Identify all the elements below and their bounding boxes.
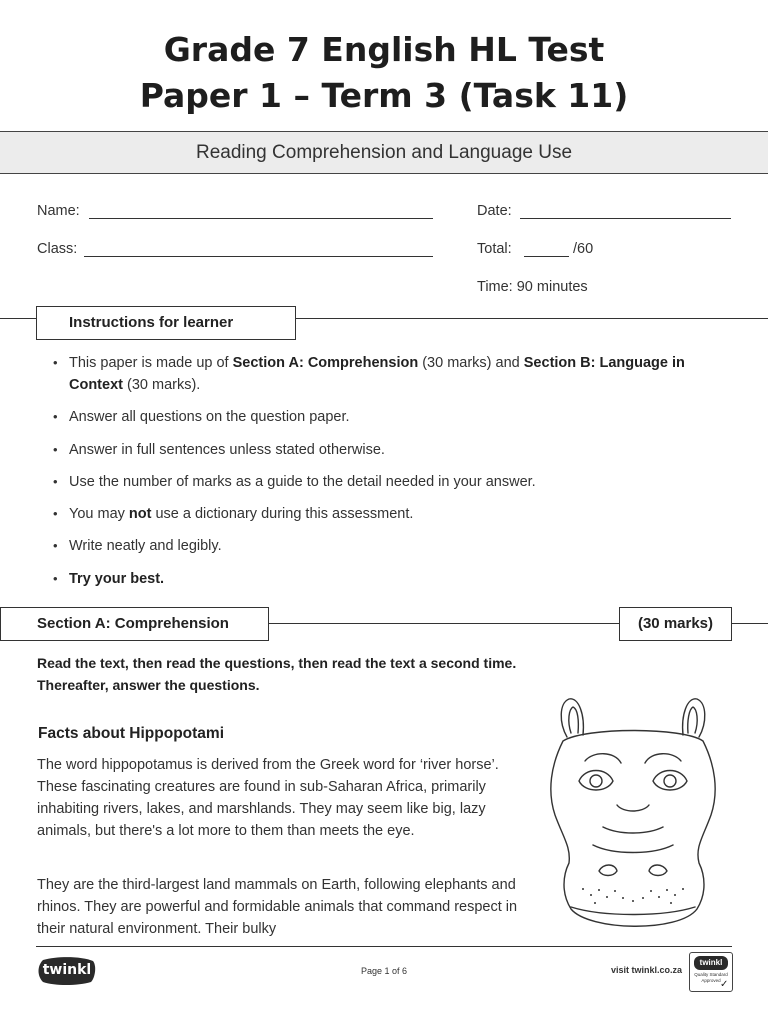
- instruction-item: • Write neatly and legibly.: [52, 535, 692, 557]
- page-number: Page 1 of 6: [360, 966, 408, 976]
- hippo-head-drawing: [533, 695, 733, 939]
- section-a-marks: [619, 607, 732, 641]
- name-label: Name:: [37, 203, 80, 219]
- instruction-item: • Try your best.: [52, 568, 692, 590]
- passage-paragraph-2: They are the third-largest land mammals on Earth, following elephants and rhinos. They are powerful and formidable animals that command respect in their natural environment. Their bulky: [37, 877, 518, 937]
- date-field[interactable]: [520, 218, 731, 219]
- date-label: Date:: [477, 203, 512, 219]
- badge-check-icon: ✓: [720, 979, 729, 990]
- class-field[interactable]: [84, 256, 433, 257]
- instruction-item: • You may not use a dictionary during this assessment.: [52, 503, 692, 525]
- time-allowed: Time: 90 minutes: [477, 279, 588, 295]
- page-title-line-1: Grade 7 English HL Test: [163, 30, 605, 69]
- class-label: Class:: [37, 241, 78, 257]
- subtitle-band: [0, 131, 768, 174]
- hippo-right-ear: [683, 699, 705, 737]
- badge-text-1: Quality Standard: [694, 972, 728, 977]
- total-field[interactable]: [524, 256, 569, 257]
- section-a-lead-line-2: Thereafter, answer the questions.: [37, 677, 260, 693]
- footer-divider: [36, 946, 732, 947]
- total-label: Total:: [477, 241, 512, 257]
- instructions-heading-text: Instructions for learner: [69, 314, 234, 331]
- instruction-item: • Use the number of marks as a guide to the detail needed in your answer.: [52, 471, 692, 493]
- hippo-right-nostril: [649, 865, 667, 876]
- instruction-item: • Answer all questions on the question paper.: [52, 406, 692, 428]
- badge-brand: twinkl: [694, 956, 728, 970]
- hippo-mouth: [571, 907, 695, 915]
- hippo-right-ear-inner: [688, 707, 697, 733]
- instruction-item: • This paper is made up of Section A: Comprehension (30 marks) and Section B: Language in Context (30 marks).: [52, 352, 692, 396]
- section-a-heading: [0, 607, 269, 641]
- instruction-item: • Answer in full sentences unless stated otherwise.: [52, 439, 692, 461]
- hippo-left-ear: [561, 699, 583, 737]
- hippo-whisker-dots: [582, 888, 684, 904]
- quality-badge: [689, 952, 733, 992]
- hippo-illustration: [533, 695, 733, 939]
- hippo-left-ear-inner: [569, 707, 579, 733]
- section-a-marks-text: (30 marks): [637, 615, 714, 632]
- instructions-heading: [36, 306, 296, 340]
- total-suffix: /60: [573, 241, 594, 257]
- section-a-heading-text: Section A: Comprehension: [37, 615, 229, 632]
- page-title-line-2: Paper 1 – Term 3 (Task 11): [139, 76, 629, 115]
- section-a-lead-line-1: Read the text, then read the questions, then read the text a second time.: [37, 655, 517, 671]
- badge-text-2: Approved: [701, 978, 721, 983]
- passage-title: Facts about Hippopotami: [38, 725, 224, 742]
- passage-paragraph-1: The word hippopotamus is derived from the Greek word for ‘river horse’. These fascinating creatures are found in sub-Saharan Africa, primarily inhabiting rivers, lakes, and marshlands. They may seem like big, lazy animals, but there's a lot more to them than meets the eye.: [37, 757, 499, 839]
- page-subtitle: Reading Comprehension and Language Use: [195, 142, 573, 163]
- name-field[interactable]: [89, 218, 433, 219]
- hippo-left-nostril: [599, 865, 617, 876]
- hippo-head-outline: [551, 731, 715, 927]
- visit-link[interactable]: visit twinkl.co.za: [610, 965, 682, 975]
- instructions-list: [52, 352, 692, 600]
- twinkl-logo-text: twinkl: [42, 962, 92, 978]
